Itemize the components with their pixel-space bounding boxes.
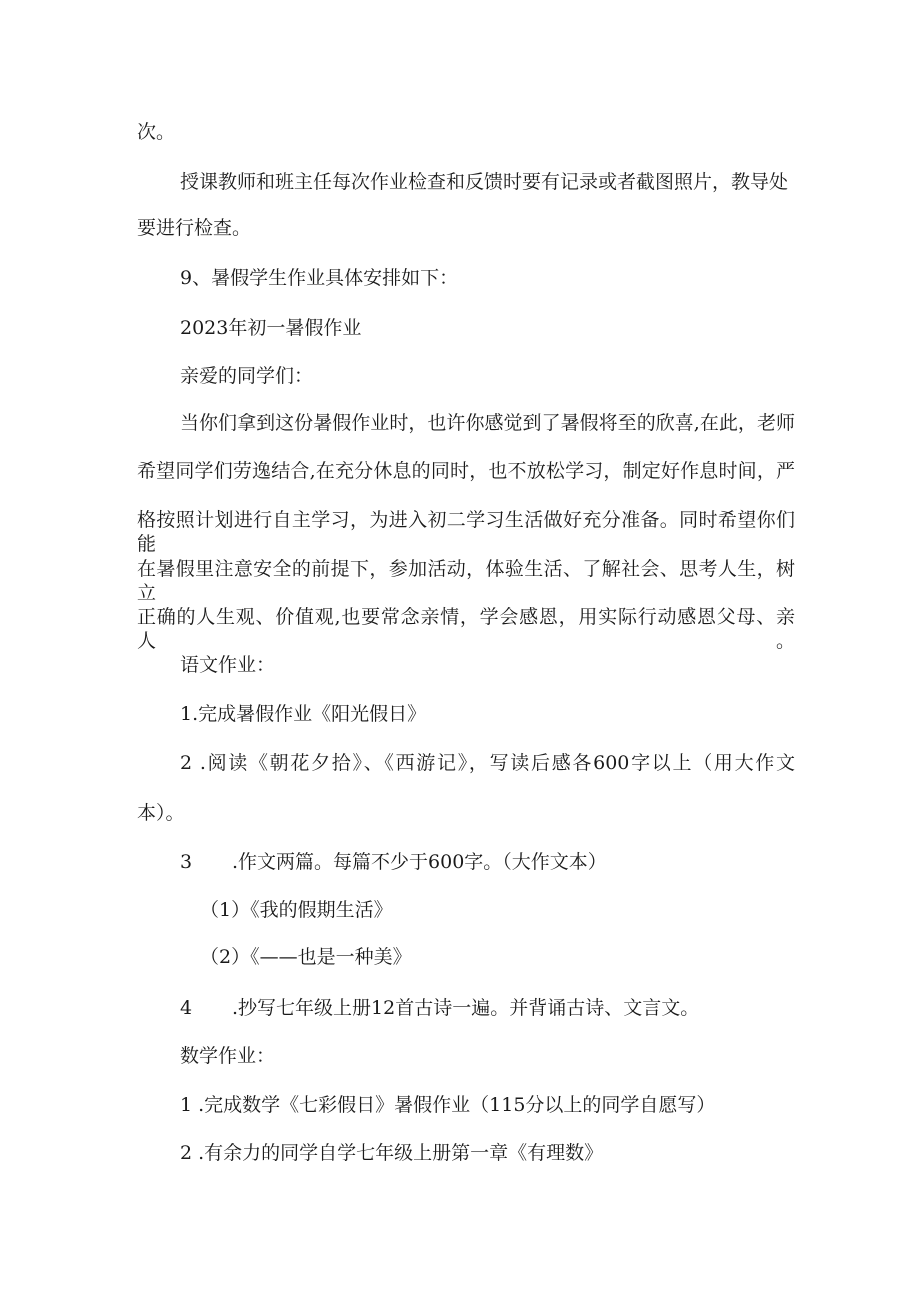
intro-line-2: 希望同学们劳逸结合,在充分休息的同时，也不放松学习，制定好作息时间，严 — [137, 460, 795, 482]
intro-line-4: 在暑假里注意安全的前提下，参加活动，体验生活、了解社会、思考人生，树立 — [137, 558, 795, 604]
chinese-item-3-text: .作文两篇。每篇不少于600字。（大作文本） — [232, 851, 607, 873]
chinese-heading: 语文作业： — [180, 654, 276, 676]
chinese-item-2-line-2: 本）。 — [137, 802, 185, 824]
chinese-item-2-line-1: 2 .阅读《朝花夕拾》、《西游记》，写读后感各600字以上（用大作文 — [180, 752, 795, 774]
chinese-item-4-text: .抄写七年级上册12首古诗一遍。并背诵古诗、文言文。 — [232, 997, 700, 1019]
chinese-item-4-number: 4 — [180, 997, 193, 1019]
chinese-sub-item-2: （2）《——也是一种美》 — [200, 946, 412, 968]
chinese-item-1: 1.完成暑假作业《阳光假日》 — [180, 703, 427, 725]
chinese-item-3-number: 3 — [180, 851, 193, 873]
math-item-2: 2 .有余力的同学自学七年级上册第一章《有理数》 — [180, 1142, 604, 1164]
intro-line-5: 正确的人生观、价值观,也要常念亲情，学会感恩，用实际行动感恩父母、亲人。 — [137, 606, 795, 652]
math-heading: 数学作业： — [180, 1045, 276, 1067]
paragraph-record-line-2: 要进行检查。 — [137, 217, 252, 239]
chinese-sub-item-1: （1）《我的假期生活》 — [200, 899, 393, 921]
math-item-1: 1 .完成数学《七彩假日》暑假作业（115分以上的同学自愿写） — [180, 1094, 716, 1116]
section-item-9: 9、暑假学生作业具体安排如下： — [180, 267, 459, 289]
paragraph-continuation: 次。 — [137, 121, 176, 143]
greeting: 亲爱的同学们： — [180, 365, 314, 387]
intro-line-1: 当你们拿到这份暑假作业时，也许你感觉到了暑假将至的欣喜,在此，老师 — [180, 412, 795, 434]
homework-title: 2023年初一暑假作业 — [180, 317, 362, 339]
intro-line-3: 格按照计划进行自主学习，为进入初二学习生活做好充分准备。同时希望你们能 — [137, 509, 795, 555]
paragraph-record-line-1: 授课教师和班主任每次作业检查和反馈时要有记录或者截图照片，教导处 — [180, 171, 789, 193]
